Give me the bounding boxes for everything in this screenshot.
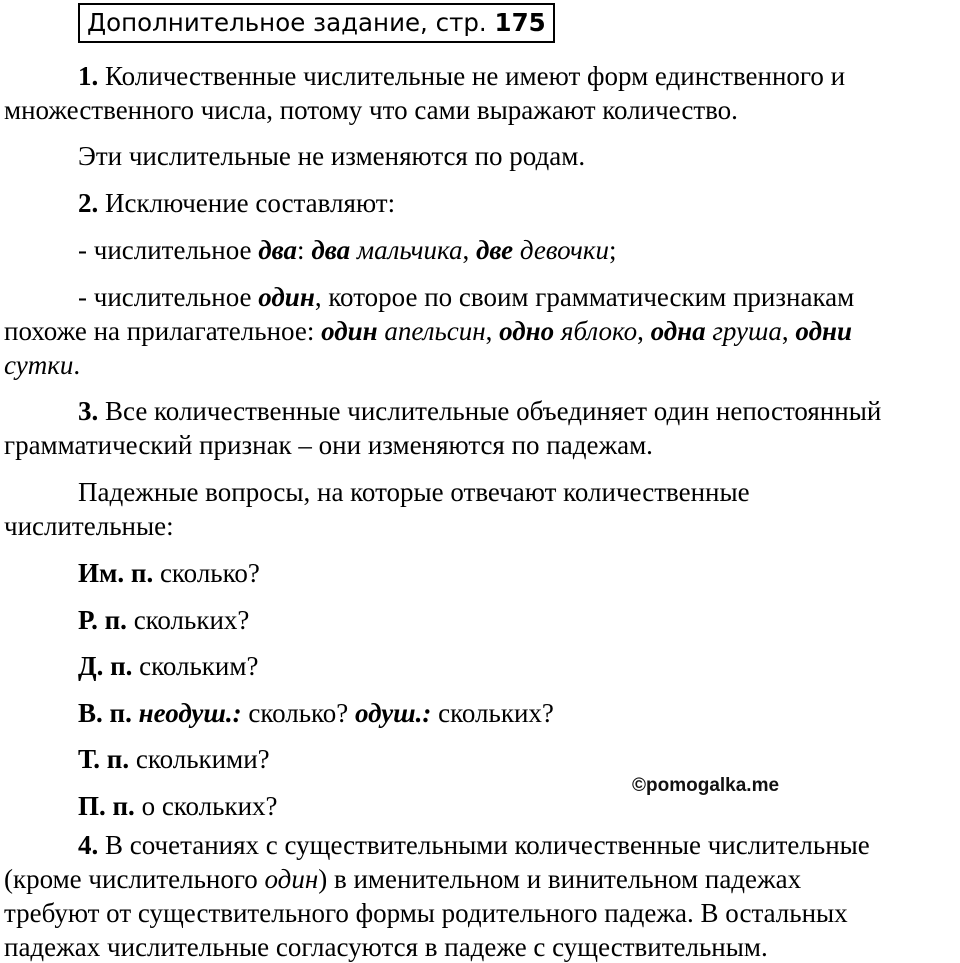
case-abbr: Им. п.: [78, 558, 154, 588]
odin-comma-1: ,: [485, 316, 500, 346]
case-prepositional: [78, 790, 278, 822]
paragraph-3-number: 3.: [78, 396, 99, 426]
paragraph-3b-line-2: числительные:: [4, 511, 174, 541]
exception-odin-line-1: [78, 281, 854, 313]
paragraph-4-line-4: падежах числительные согласуются в падеже с существительным.: [4, 932, 768, 962]
odin-comma-2: ,: [637, 316, 651, 346]
case-animate-label: одуш.:: [355, 698, 432, 728]
case-instrumental: [78, 743, 270, 775]
case-abbr: Т. п.: [78, 744, 130, 774]
paragraph-1-text: Количественные числительные не имеют форм единственного и: [98, 61, 846, 91]
case-inanimate-question: сколько?: [241, 698, 356, 728]
case-abbr: В. п.: [78, 698, 132, 728]
odin-comma-3: ,: [781, 316, 796, 346]
dva-example-1-num: два: [311, 235, 351, 265]
paragraph-1-number: 1.: [78, 61, 99, 91]
paragraph-4-number: 4.: [78, 830, 99, 860]
paragraph-4-line2-b: ) в именительном и винительном падежах: [318, 864, 802, 894]
paragraph-3-line-2: грамматический признак – они изменяются по падежам.: [4, 430, 653, 460]
odin-rest: , которое по своим грамматическим признакам: [314, 282, 855, 312]
odin-line2-prefix: похоже на прилагательное:: [4, 316, 322, 346]
dva-end: ;: [608, 235, 617, 265]
task-header-box: [78, 3, 555, 43]
task-header-title: Дополнительное задание, стр.: [87, 8, 487, 37]
dva-colon: :: [297, 235, 312, 265]
paragraph-3b-line-1: Падежные вопросы, на которые отвечают количественные: [78, 477, 750, 507]
case-nominative: [78, 557, 260, 589]
case-animate-question: скольких?: [431, 698, 554, 728]
paragraph-3-text: Все количественные числительные объединяет один непостоянный: [98, 396, 882, 426]
odin-example-2-num: одно: [499, 316, 555, 346]
paragraph-2: [78, 187, 395, 219]
odin-example-3-noun: груша: [705, 316, 782, 346]
exception-odin-line-3: [4, 349, 80, 381]
exception-dva: [78, 234, 617, 266]
case-genitive: [78, 604, 249, 636]
odin-example-2-noun: яблоко: [554, 316, 638, 346]
exception-odin-line-2: [4, 315, 852, 347]
case-question: сколькими?: [129, 744, 270, 774]
case-dative: [78, 650, 258, 682]
case-question: сколько?: [153, 558, 260, 588]
paragraph-2-text: Исключение составляют:: [98, 188, 396, 218]
paragraph-4-line2-a: (кроме числительного: [4, 864, 265, 894]
dva-word: два: [258, 235, 298, 265]
case-abbr: П. п.: [78, 791, 135, 821]
paragraph-1b: Эти числительные не изменяются по родам.: [78, 141, 586, 171]
odin-example-1-num: один: [321, 316, 378, 346]
odin-line3-end: .: [73, 350, 81, 380]
paragraph-4-line2-word: один: [264, 864, 319, 894]
odin-example-4-noun: сутки: [4, 350, 74, 380]
paragraph-1-line-1: [78, 60, 845, 92]
odin-example-1-noun: апельсин: [377, 316, 486, 346]
case-question: скольким?: [132, 651, 259, 681]
case-abbr: Р. п.: [78, 605, 127, 635]
watermark: ©pomogalka.me: [632, 775, 780, 796]
case-inanimate-label: неодуш.:: [138, 698, 242, 728]
case-accusative: [78, 697, 554, 729]
case-question: скольких?: [126, 605, 250, 635]
dva-example-2-num: две: [475, 235, 514, 265]
paragraph-1-line-2: множественного числа, потому что сами выражают количество.: [4, 95, 738, 125]
odin-word: один: [258, 282, 315, 312]
task-header-page-number: 175: [494, 8, 546, 37]
dva-comma: ,: [462, 235, 476, 265]
odin-example-3-num: одна: [650, 316, 706, 346]
paragraph-3-line-1: [78, 395, 881, 427]
paragraph-4-line-3: требуют от существительного формы родительного падежа. В остальных: [4, 898, 848, 928]
dva-prefix: - числительное: [78, 235, 259, 265]
odin-prefix: - числительное: [78, 282, 259, 312]
case-question: о скольких?: [134, 791, 278, 821]
paragraph-4-line-2: [4, 863, 801, 895]
dva-example-1-noun: мальчика: [350, 235, 463, 265]
odin-example-4-num: одни: [795, 316, 852, 346]
paragraph-4-line-1: [78, 829, 870, 861]
paragraph-4-text: В сочетаниях с существительными количественные числительные: [98, 830, 870, 860]
paragraph-2-number: 2.: [78, 188, 99, 218]
dva-example-2-noun: девочки: [513, 235, 609, 265]
case-abbr: Д. п.: [78, 651, 133, 681]
